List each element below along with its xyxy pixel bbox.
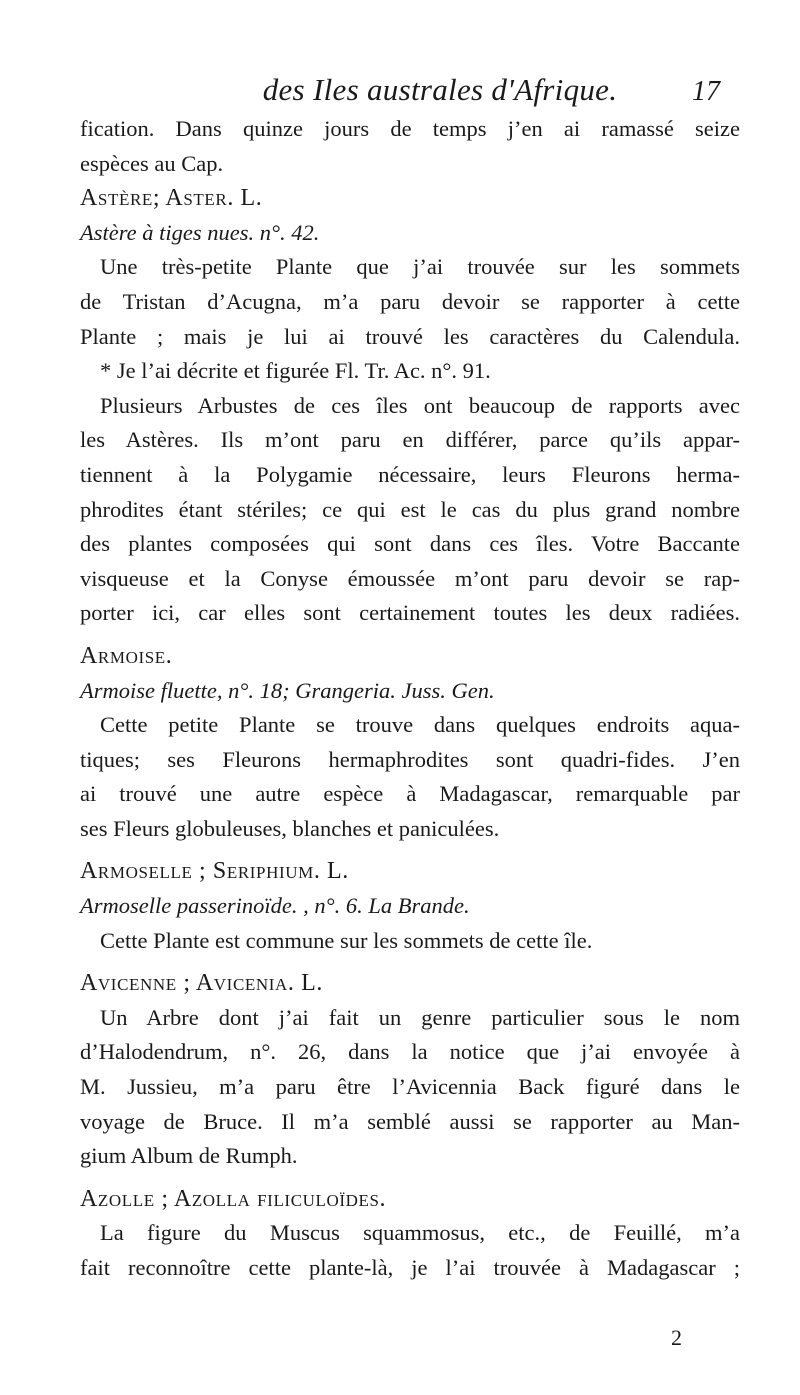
- text-line: tiques; ses Fleurons hermaphrodites sont quadri-fides. J’en: [80, 746, 740, 772]
- page-number: 17: [692, 76, 720, 107]
- text-line: tiennent à la Polygamie nécessaire, leurs Fleurons herma-: [80, 461, 740, 487]
- text-line: les Astères. Ils m’ont paru en différer, parce qu’ils appar-: [80, 427, 740, 453]
- text-line: Cette petite Plante se trouve dans quelques endroits aqua-: [100, 712, 740, 738]
- running-title: des Iles australes d'Afrique.: [262, 72, 618, 107]
- text-line: d’Halodendrum, n°. 26, dans la notice que j’ai envoyée à: [80, 1039, 740, 1065]
- text-line: fication. Dans quinze jours de temps j’en ai ramassé seize: [80, 116, 740, 141]
- text-line: voyage de Bruce. Il m’a semblé aussi se rapporter au Man-: [80, 1108, 740, 1134]
- text-line: * Je l’ai décrite et figurée Fl. Tr. Ac. n°. 91.: [100, 358, 491, 384]
- text-line: de Tristan d’Acugna, m’a paru devoir se rapporter à cette: [80, 288, 740, 314]
- entry-heading-astere: Astère; Aster. L.: [80, 185, 263, 212]
- species-heading: Armoselle passerinoïde. , n°. 6. La Brande.: [80, 893, 470, 919]
- text-line: ses Fleurs globuleuses, blanches et paniculées.: [80, 815, 500, 841]
- text-line: fait reconnoître cette plante-là, je l’ai trouvée à Madagascar ;: [80, 1255, 740, 1280]
- body-text: [80, 112, 740, 1286]
- text-line: La figure du Muscus squammosus, etc., de Feuillé, m’a: [100, 1220, 740, 1246]
- text-line: Une très-petite Plante que j’ai trouvée sur les sommets: [100, 254, 740, 280]
- entry-heading-avicenne: Avicenne ; Avicenia. L.: [80, 970, 323, 997]
- text-line: Plusieurs Arbustes de ces îles ont beaucoup de rapports avec: [100, 392, 740, 418]
- text-line: gium Album de Rumph.: [80, 1143, 298, 1169]
- entry-heading-azolle: Azolle ; Azolla filiculoïdes.: [80, 1185, 387, 1212]
- text-line: ai trouvé une autre espèce à Madagascar, remarquable par: [80, 781, 740, 807]
- page-header: [160, 72, 720, 112]
- text-line: M. Jussieu, m’a paru être l’Avicennia Back figuré dans le: [80, 1074, 740, 1100]
- text-line: phrodites étant stériles; ce qui est le cas du plus grand nombre: [80, 496, 740, 522]
- text-line: Plante ; mais je lui ai trouvé les caractères du Calendula.: [80, 323, 740, 349]
- text-line: des plantes composées qui sont dans ces îles. Votre Baccante: [80, 531, 740, 557]
- entry-heading-armoselle: Armoselle ; Seriphium. L.: [80, 858, 349, 885]
- signature-mark: 2: [671, 1325, 682, 1350]
- entry-heading-armoise: Armoise.: [80, 642, 173, 669]
- text-line: visqueuse et la Conyse émoussée m’ont paru devoir se rap-: [80, 565, 740, 591]
- text-line: porter ici, car elles sont certainement toutes les deux radiées.: [80, 600, 740, 626]
- species-heading: Armoise fluette, n°. 18; Grangeria. Juss. Gen.: [80, 677, 495, 703]
- species-heading: Astère à tiges nues. n°. 42.: [80, 219, 320, 245]
- text-line: espèces au Cap.: [80, 150, 224, 176]
- text-line: Un Arbre dont j’ai fait un genre particulier sous le nom: [100, 1004, 740, 1030]
- text-line: Cette Plante est commune sur les sommets de cette île.: [100, 927, 593, 953]
